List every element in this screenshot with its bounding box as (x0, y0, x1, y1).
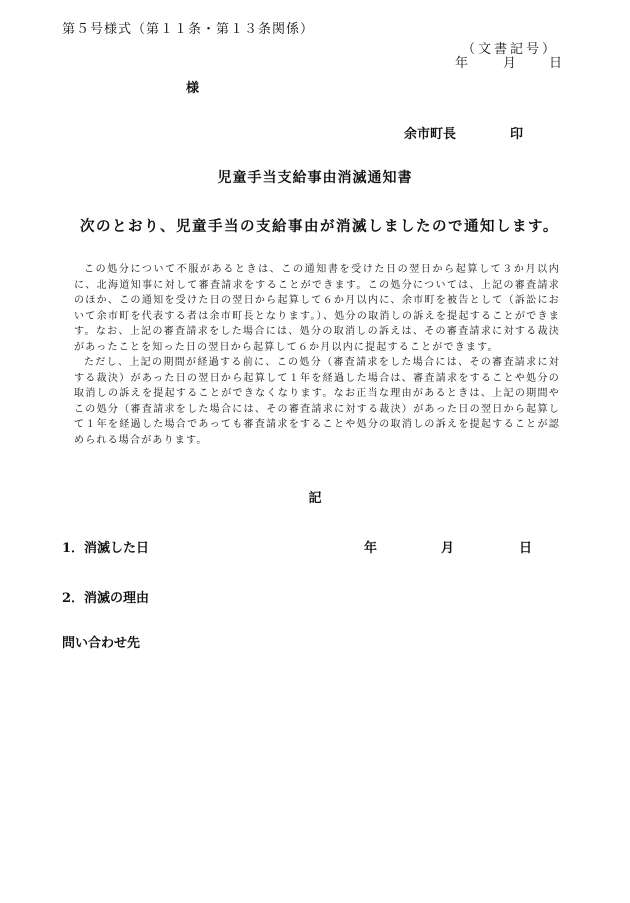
issue-date-day: 日 (549, 56, 563, 71)
contact-label: 問い合わせ先 (62, 636, 141, 651)
issue-date-month: 月 (503, 56, 517, 71)
form-label: 第５号様式（第１１条・第１３条関係） (62, 22, 315, 37)
appeal-notice (74, 262, 560, 448)
sender-seal: 印 (510, 127, 524, 142)
extinguished-date-day: 日 (519, 541, 533, 556)
issue-date (455, 52, 562, 71)
notice-paragraph-2: ただし、上記の期間が経過する前に、この処分（審査請求をした場合には、その審査請求に対する裁決）があった日の翌日から起算して１年を経過した場合は、審査請求をすることや処分の取消しの訴えを提起することができなくなります。なお正当な理由があるときは、上記の期間やこの処分（審査請求をした場合には、その審査請求に対する裁決）があった日の翌日から起算して１年を経過した場合であっても審査請求をすることや処分の取消しの訴えを提起することが認められる場合があります。 (74, 357, 560, 446)
extinguished-date-month: 月 (441, 541, 455, 556)
sender-name: 余市町長 (404, 127, 457, 142)
document-title: 児童手当支給事由消滅通知書 (217, 170, 413, 186)
extinguished-date-label: 1．消滅した日 (62, 541, 150, 556)
notice-paragraph-1: この処分について不服があるときは、この通知書を受けた日の翌日から起算して３か月以内に、北海道知事に対して審査請求をすることができます。この処分については、上記の審査請求のほか、この通知を受けた日の翌日から起算して６か月以内に、余市町を被告として（訴訟において余市町を代表する者は余市町長となります。）、処分の取消しの訴えを提起することができます。なお、上記の審査請求をした場合には、処分の取消しの訴えは、その審査請求に対する裁決があったことを知った日の翌日から起算して６か月以内に提起することができます。 (74, 264, 560, 353)
addressee-suffix: 様 (186, 81, 200, 96)
issue-date-year: 年 (455, 56, 469, 71)
ki-heading: 記 (308, 491, 322, 506)
document-number: （文書記号） (462, 42, 559, 57)
reason-label: 2．消滅の理由 (62, 591, 150, 606)
extinguished-date-year: 年 (364, 541, 378, 556)
lead-sentence: 次のとおり、児童手当の支給事由が消滅しましたので通知します。 (80, 218, 559, 235)
